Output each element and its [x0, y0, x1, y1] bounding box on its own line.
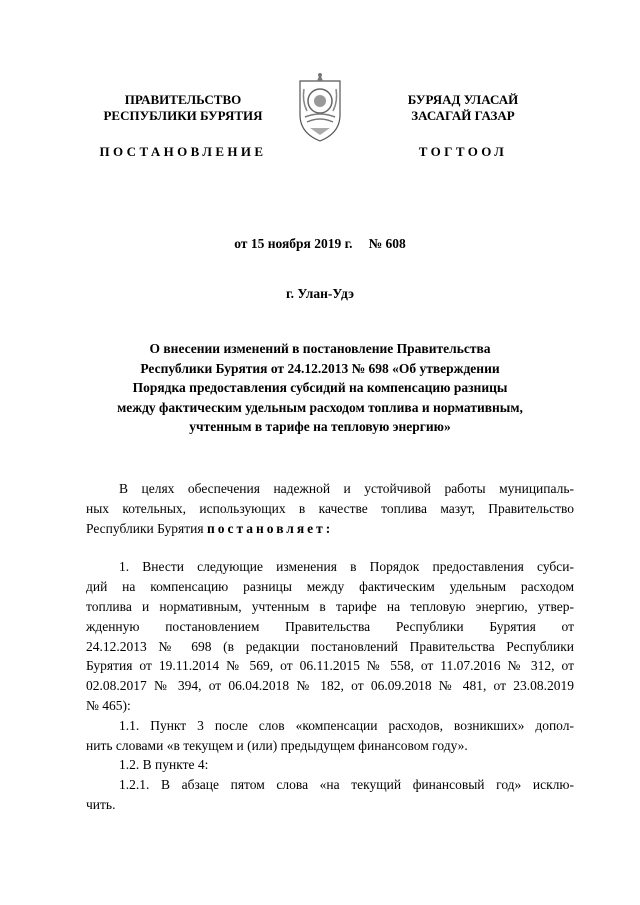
header-left-line2: РЕСПУБЛИКИ БУРЯТИЯ	[103, 108, 263, 123]
body-line: дий на компенсацию разницы между фактическим удельным расходом	[86, 579, 574, 595]
title-line: Республики Бурятия от 24.12.2013 № 698 «Об утверждении	[140, 360, 500, 376]
body-line: 1.1. Пункт 3 после слов «компенсации расходов, возникших» допол-	[119, 717, 574, 733]
header-right-line2: ЗАСАГАЙ ГАЗАР	[411, 108, 515, 123]
document-number: № 608	[368, 236, 406, 251]
body-line: 1.2.1. В абзаце пятом слова «на текущий финансовый год» исклю-	[119, 777, 574, 793]
body-line: 1.2. В пункте 4:	[119, 757, 209, 773]
header-left-line1: ПРАВИТЕЛЬСТВО	[124, 92, 242, 107]
body-line-text: Республики Бурятия	[86, 520, 207, 536]
title-line: О внесении изменений в постановление Правительства	[149, 341, 491, 356]
paragraph-1	[86, 557, 574, 715]
document-city: г. Улан-Удэ	[286, 286, 354, 301]
body-line	[86, 519, 574, 539]
date-number-line	[0, 236, 640, 252]
paragraph-intro	[86, 479, 574, 538]
document-date: от 15 ноября 2019 г.	[234, 236, 353, 251]
body-line: № 465):	[86, 697, 131, 713]
body-line: 24.12.2013 № 698 (в редакции постановлений Правительства Республики	[86, 638, 574, 654]
body-line: ных котельных, использующих в качестве топлива мазут, Правительство	[86, 500, 574, 516]
paragraph-1-2-1	[86, 775, 574, 815]
body-line: нить словами «в текущем и (или) предыдущем финансовом году».	[86, 737, 468, 753]
document-kind-ru: ПОСТАНОВЛЕНИЕ	[99, 144, 267, 159]
header-left	[88, 92, 278, 160]
title-line: учтенным в тарифе на тепловую энергию»	[189, 419, 451, 434]
body-line: 02.08.2017 № 394, от 06.04.2018 № 182, от 06.09.2018 № 481, от 23.08.2019	[86, 678, 574, 694]
header-right-line1: БУРЯАД УЛАСАЙ	[407, 92, 519, 107]
document-kind-bua: ТОГТООЛ	[418, 144, 508, 159]
body-line: чить.	[86, 796, 116, 812]
title-line: между фактическим удельным расходом топлива и нормативным,	[117, 399, 523, 415]
body-line: В целях обеспечения надежной и устойчивой работы муниципаль-	[119, 481, 574, 496]
decree-word: постановляет:	[206, 520, 334, 536]
document-title	[90, 339, 550, 437]
document-body	[86, 479, 574, 815]
body-line: топлива и нормативным, учтенным в тарифе на тепловую энергию, утвер-	[86, 598, 574, 614]
paragraph-1-1	[86, 716, 574, 756]
body-line: жденную постановлением Правительства Республики Бурятия от	[86, 618, 574, 634]
title-line: Порядка предоставления субсидий на компенсацию разницы	[132, 380, 508, 395]
header-right	[368, 92, 558, 160]
body-line: Бурятия от 19.11.2014 № 569, от 06.11.2015 № 558, от 11.07.2016 № 312, от	[86, 658, 574, 674]
body-line: 1. Внести следующие изменения в Порядок предоставления субси-	[119, 559, 574, 575]
coat-of-arms-icon	[296, 71, 344, 143]
paragraph-1-2	[86, 755, 574, 775]
